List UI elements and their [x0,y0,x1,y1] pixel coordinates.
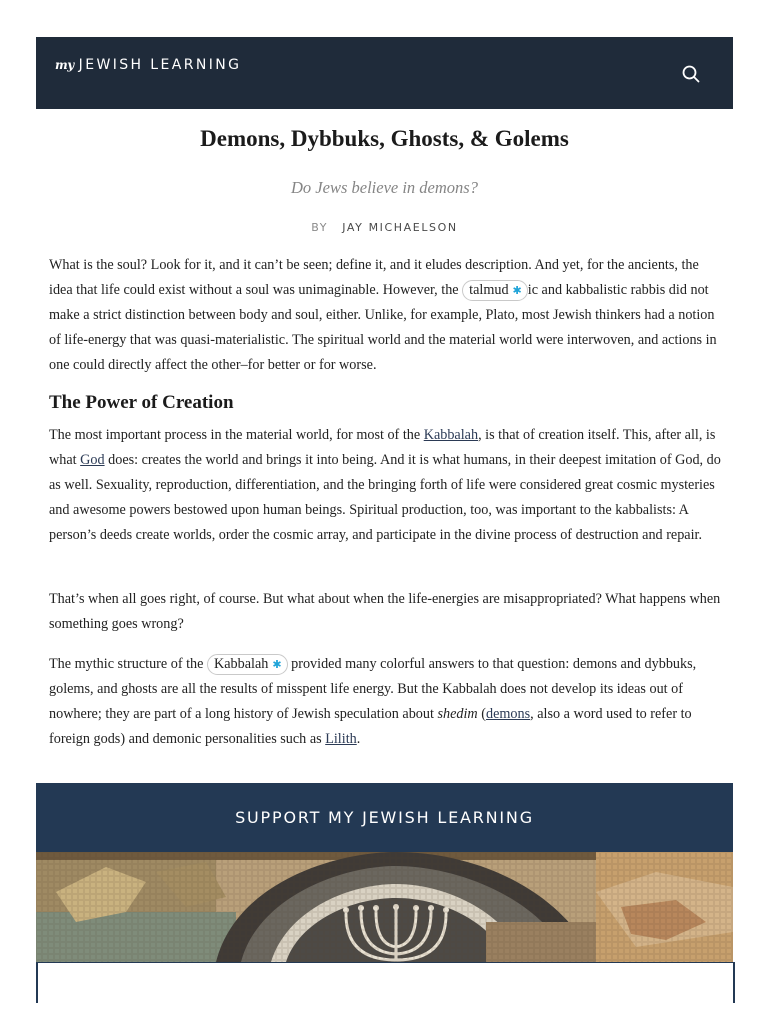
glossary-term-label: talmud [469,282,509,298]
asterisk-icon: ✱ [272,658,282,671]
text-span: . [356,731,361,747]
text-span: ( [477,706,486,722]
logo-my: my [55,58,74,72]
support-banner-label: SUPPORT MY JEWISH LEARNING [235,808,534,827]
glossary-term-talmud[interactable] [462,280,528,301]
byline [36,221,733,234]
link-kabbalah[interactable]: Kabbalah [423,427,479,443]
text-span: The mythic structure of the [49,656,207,672]
author-name[interactable]: JAY MICHAELSON [342,221,458,234]
article-subtitle: Do Jews believe in demons? [291,178,478,197]
text-span: The most important process in the material world, for most of the [49,427,424,443]
link-god[interactable]: God [80,452,105,468]
paragraph-mythic [49,652,721,752]
text-span: , is that of creation itself. This, after all, is what [49,427,716,468]
link-lilith[interactable]: Lilith [325,731,357,747]
text-span: , also a word used to refer to foreign gods) and demonic personalities such as [49,706,692,747]
article-title: Demons, Dybbuks, Ghosts, & Golems [200,126,569,151]
emphasis-shedim: shedim [437,706,478,722]
search-icon [680,63,702,85]
paragraph-creation [49,423,721,548]
mosaic-illustration [36,852,733,962]
search-button[interactable] [680,63,702,85]
link-demons[interactable]: demons [485,706,531,722]
support-box-frame [36,962,735,1003]
paragraph-question: That’s when all goes right, of course. But what about when the life-energies are misappropriated? What happens when something goes wrong? [49,591,721,632]
glossary-term-label: Kabbalah [213,656,269,672]
paragraph-intro [49,253,721,378]
section-heading: The Power of Creation [49,392,234,413]
text-span: ic and kabbalistic rabbis did not make a strict distinction between body and soul, either. Unlike, for example, Plato, most Jewish thinkers had a notion of life-energy that was quasi-materialistic. The spiritual world and the material world were interwoven, and actions in one could directly affect the other–for better or for worse. [49,282,717,373]
text-span: provided many colorful answers to that question: demons and dybbuks, golems, and ghosts are all the results of misspent life energy. But the Kabbalah does not develop its ideas out of nowhere; they are part of a long history of Jewish speculation about [49,656,697,722]
site-logo[interactable] [55,57,241,73]
byline-prefix: BY [311,221,329,234]
glossary-term-kabbalah[interactable] [207,654,288,675]
text-span: does: creates the world and brings it into being. And it is what humans, in their deepest imitation of God, do as well. Sexuality, reproduction, differentiation, and the bringing forth of life were considered great cosmic mysteries and awesome powers bestowed upon human beings. Spiritual production, too, was important to the kabbalists: A person’s deeds create worlds, order the cosmic array, and participate in the divine process of destruction and repair. [49,452,721,543]
text-span: What is the soul? Look for it, and it can’t be seen; define it, and it eludes description. And yet, for the ancients, the idea that life could exist without a soul was unimaginable. However, the [49,257,699,298]
mosaic-image [36,852,733,962]
support-banner[interactable] [36,783,733,852]
asterisk-icon: ✱ [512,284,522,297]
logo-text: JEWISH LEARNING [78,57,242,73]
site-header [36,37,733,109]
